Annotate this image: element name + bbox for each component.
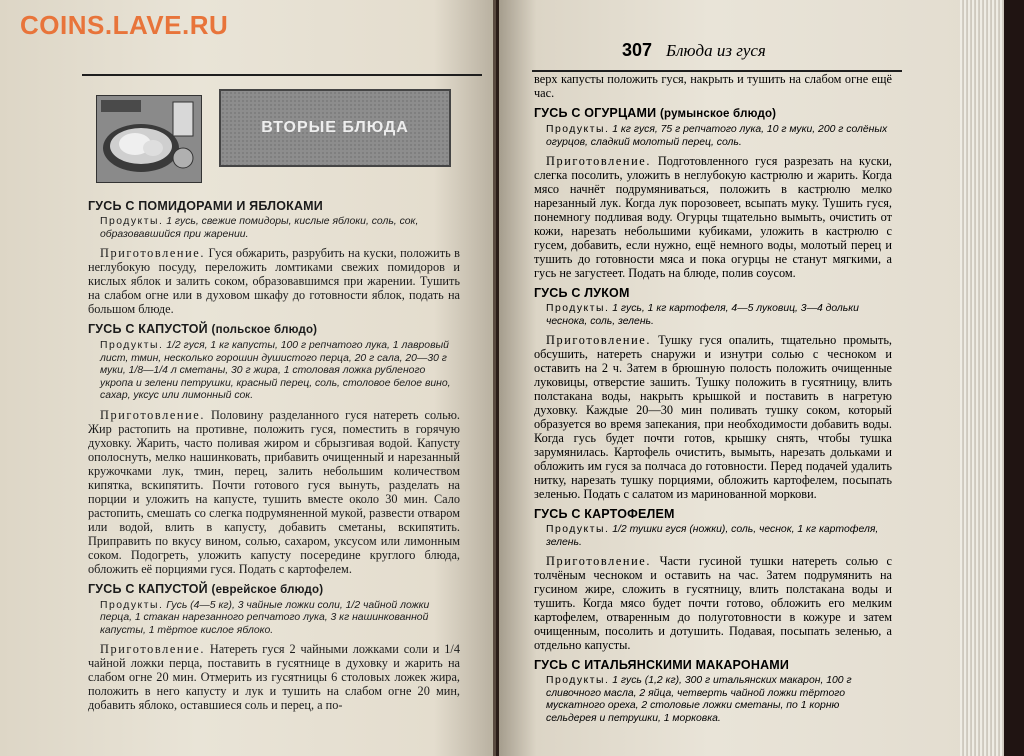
recipe-ingredients: Продукты. 1/2 гуся, 1 кг капусты, 100 г репчатого лука, 1 лавровый лист, тмин, несколько горошин душистого перца, 20 г сала, 20—30 г муки, 1/8—1/4 л сметаны, 30 г жира, 1 столовая ложка рубленого укропа и зелени петрушки, красный перец, соль, столовое белое вино, сахар, уксус или лимонный сок. — [100, 340, 451, 401]
goose-dish-illustration — [96, 95, 202, 183]
page-edges — [960, 0, 1006, 756]
recipe — [88, 199, 460, 316]
continued-text: верх капусты положить гуся, накрыть и тушить на слабом огне ещё час. — [534, 72, 892, 100]
book-cover-edge — [1004, 0, 1024, 756]
recipe-ingredients: Продукты. 1/2 тушки гуся (ножки), соль, чеснок, 1 кг картофеля, зелень. — [546, 524, 879, 548]
running-head: Блюда из гуся — [666, 41, 766, 60]
left-page — [0, 0, 496, 756]
recipe-title: ГУСЬ С ОГУРЦАМИ (румынское блюдо) — [534, 106, 777, 120]
recipe-title: ГУСЬ С КАРТОФЕЛЕМ — [534, 507, 675, 521]
recipe-preparation: Приготовление. Половину разделанного гуся натереть солью. Жир растопить на противне, положить гуся, поместить в горячую духовку. Жарить, часто поливая жиром и сбрызгивая водой. Капусту ополоснуть, мелко нашинковать, прибавить очищенный и нарезанный кружочками лук, тмин, перец, залить небольшим количеством кипятка, вскипятить. Почти готового гуся вынуть, разделать на порции и уложить на капусте, тушить вместе около 30 мин. Сало растопить, смешать со слегка подрумяненной мукой, развести отваром или водой, влить в капусту, добавить сметаны, вскипятить. Приправить по вкусу вином, солью, сахаром, уксусом или лимонным соком. Подогреть, уложить капусту посередине круглого блюда, обложить её порциями гуся. Подать с картофелем. — [88, 407, 460, 576]
recipe-ingredients: Продукты. 1 гусь, свежие помидоры, кислые яблоки, соль, сок, образовавшийся при жарении. — [100, 216, 419, 240]
recipe — [534, 286, 892, 501]
recipe-ingredients: Продукты. 1 гусь, 1 кг картофеля, 4—5 луковиц, 3—4 дольки чеснока, соль, зелень. — [546, 303, 859, 327]
recipe-preparation: Приготовление. Части гусиной тушки натереть солью с толчёным чесноком и оставить на час. Затем подрумянить на гусином жире, сложить в гусятницу, влить полстакана воды и тушить. Когда мясо будет почти готово, обложить его мелким картофелем, отваренным до полуготовности в кожуре и затем очищенным, посолить и дотушить. Подавая, посыпать зеленью, а отдельно капусты. — [534, 554, 893, 652]
recipe — [88, 582, 460, 713]
recipe-preparation: Приготовление. Натереть гуся 2 чайными ложками соли и 1/4 чайной ложки перца, поставить в гусятнице в духовку и жарить на слабом огне 20 мин. Отмерить из гусятницы 6 столовых ложек жира, положить в него капусту и лук и тушить на слабом огне 20 мин, добавить яблоко, оставшиеся соль и перец, а по- — [88, 642, 460, 712]
page-number: 307 — [622, 40, 653, 60]
recipe-ingredients: Продукты. Гусь (4—5 кг), 3 чайные ложки соли, 1/2 чайной ложки перца, 1 стакан нарезанного репчатого лука, 3 кг нашинкованной капусты, 1 тёртое кислое яблоко. — [100, 599, 430, 636]
recipe-title: ГУСЬ С ПОМИДОРАМИ И ЯБЛОКАМИ — [88, 199, 323, 213]
recipe-title: ГУСЬ С КАПУСТОЙ (польское блюдо) — [88, 322, 318, 336]
recipe-preparation: Приготовление. Тушку гуся опалить, тщательно промыть, обсушить, натереть снаружи и изнутри солью с чесноком и оставить на 2 ч. Затем в брюшную полость положить очищенные луковицы, отверстие зашить. Тушку положить в гусятницу, влить полстакана воды, накрыть крышкой и поставить в нагретую духовку. Каждые 20—30 мин поливать тушку соком, который образуется во время запекания, при необходимости добавить воды. Когда гусь будет почти готов, крышку снять, чтобы тушка зарумянилась. Картофель очистить, вымыть, нарезать дольками и обложить им гуся за полчаса до готовности. Перед подачей удалить нитку, нарезать тушку порциями, обложить картофелем, посыпать зеленью. Подать с салатом из маринованной моркови. — [534, 333, 893, 501]
recipe-preparation: Приготовление. Гуся обжарить, разрубить на куски, положить в неглубокую посуду, переложить ломтиками свежих помидоров и кислых яблок и залить соком, образовавшимся при жарении. Тушить на слабом огне или в духовом шкафу до готовности яблок, подать на большом блюде. — [88, 246, 460, 316]
left-column — [88, 193, 460, 714]
section-title: ВТОРЫЕ БЛЮДА — [261, 119, 409, 136]
recipe-ingredients: Продукты. 1 кг гуся, 75 г репчатого лука, 10 г муки, 200 г солёных огурцов, сладкий молотый перец, соль. — [546, 124, 888, 148]
section-banner — [219, 89, 451, 167]
recipe — [534, 106, 892, 280]
site-watermark: COINS.LAVE.RU — [20, 10, 229, 40]
right-column — [534, 72, 892, 730]
recipe-title: ГУСЬ С ЛУКОМ — [534, 286, 630, 300]
recipe-preparation: Приготовление. Подготовленного гуся разрезать на куски, слегка посолить, уложить в неглубокую кастрюлю и жарить. Когда мясо начнёт подрумяниваться, положить в кастрюлю мелко нарезанный лук. Когда лук порозовеет, всыпать муку. Тушить гуся, понемногу подливая воду. Огурцы тщательно вымыть, очистить от кожи, нарезать небольшими кубиками, уложить в кастрюлю с гусем, добавить, если нужно, ещё немного воды, молотый перец и тушить до готовности мяса и пока огурцы не станут мягкими, а гусь не загустеет. Подать на блюде, полив соусом. — [534, 154, 893, 280]
recipe — [534, 658, 892, 725]
running-header — [622, 40, 766, 61]
recipe-ingredients: Продукты. 1 гусь (1,2 кг), 300 г итальянских макарон, 100 г сливочного масла, 2 яйца, четверть чайной ложки тёртого мускатного ореха, 2 столовые ложки сметаны, по 1 корню сельдерея и петрушки, 1 морковка. — [546, 675, 852, 724]
recipe — [534, 507, 892, 652]
recipe-title: ГУСЬ С КАПУСТОЙ (еврейское блюдо) — [88, 581, 324, 596]
recipe-title: ГУСЬ С ИТАЛЬЯНСКИМИ МАКАРОНАМИ — [534, 658, 790, 672]
recipe — [88, 322, 460, 576]
top-rule — [82, 74, 482, 76]
